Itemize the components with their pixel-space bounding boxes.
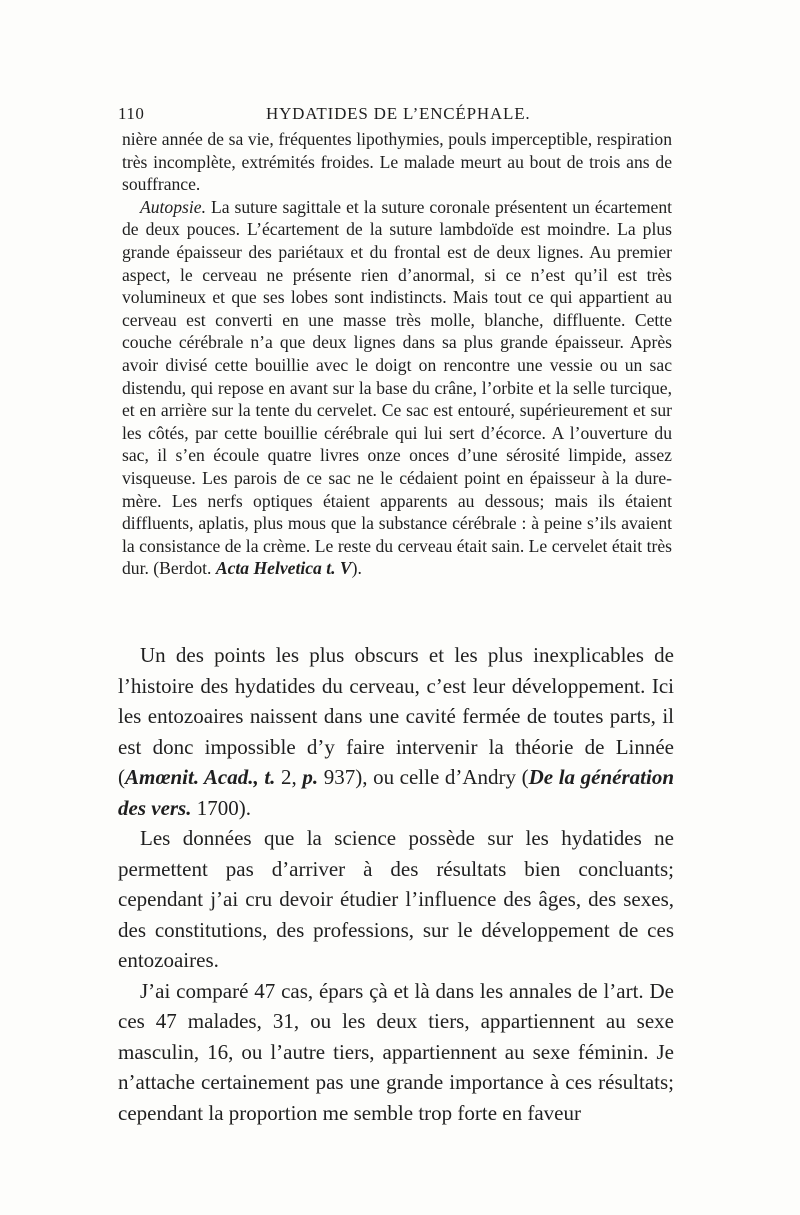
body-paragraph-2: Les données que la science possède sur les hydatides ne permettent pas d’arriver à des résultats bien concluants; cependant j’ai cru devoir étudier l’influence des âges, des sexes, des constitutions, des professions, sur le développement de ces entozoaires. bbox=[118, 826, 674, 972]
autopsy-text: La suture sagittale et la suture coronale présentent un écartement de deux pouces. L’écartement de la suture lambdoïde est moindre. La plus grande épaisseur des pariétaux et du frontal est de deux lignes. Au premier aspect, le cerveau ne présente rien d’anormal, si ce n’est qu’il est très volumineux et que ses lobes sont indistincts. Mais tout ce qui appartient au cerveau est converti en une masse très molle, blanche, diffluente. Cette couche cérébrale n’a que deux lignes dans sa plus grande épaisseur. Après avoir divisé cette bouillie avec le doigt on rencontre une vessie ou un sac distendu, qui repose en avant sur la base du crâne, l’orbite et la selle turcique, et en arrière sur la tente du cervelet. Ce sac est entouré, supérieurement et sur les côtés, par cette bouillie cérébrale qui lui sert d’écorce. A l’ouverture du sac, il s’en écoule quatre livres onze onces d’une sérosité limpide, assez visqueuse. Les parois de ce sac ne le cédaient point en épaisseur à la dure-mère. Les nerfs optiques étaient apparents au dessous; mais ils étaient diffluents, aplatis, plus mous que la substance cérébrale : à peine s’ils avaient la consistance de la crème. Le reste du cerveau était sain. Le cervelet était très dur. (Berdot. bbox=[122, 196, 672, 579]
running-title: HYDATIDES DE L’ENCÉPHALE. bbox=[266, 104, 531, 123]
body-paragraph-1 bbox=[118, 640, 674, 823]
acta-reference: Acta Helvetica t. V bbox=[215, 558, 352, 579]
autopsie-label: Autopsie. bbox=[140, 196, 206, 217]
body-paragraph-1-text-c: 1700). bbox=[191, 795, 251, 820]
page-number: 110 bbox=[118, 104, 145, 123]
amoenit-volume: 2, bbox=[275, 765, 303, 789]
body-paragraph-1-text-b: 937), ou celle d’Andry ( bbox=[318, 765, 529, 789]
body-paragraph-3: J’ai comparé 47 cas, épars çà et là dans les annales de l’art. De ces 47 malades, 31, ou les deux tiers, appartiennent au sexe masculin, 16, ou l’autre tiers, appartiennent au sexe féminin. Je n’attache certainement pas une grande importance à ces résultats; cependant la proportion me semble trop forte en faveur bbox=[118, 978, 674, 1125]
running-head bbox=[118, 104, 676, 126]
amoenit-reference: Amœnit. Acad., t. bbox=[125, 765, 276, 789]
case-report-paragraph-1: nière année de sa vie, fréquentes lipothymies, pouls imperceptible, respiration très incomplète, extrémités froides. Le malade meurt au bout de trois ans de souffrance. bbox=[122, 129, 672, 195]
autopsy-paragraph bbox=[122, 196, 672, 580]
andry-reference: De la génération des vers. bbox=[118, 765, 674, 820]
body-paragraph-1-text-a: Un des points les plus obscurs et les plus inexplicables de l’histoire des hydatides du cerveau, c’est leur développement. Ici les entozoaires naissent dans une cavité fermée de toutes parts, il est donc impossible d’y faire intervenir la théorie de Linnée ( bbox=[118, 643, 674, 789]
amoenit-page-label: p. bbox=[302, 765, 319, 789]
autopsy-text-end: ). bbox=[351, 558, 362, 579]
main-text bbox=[118, 640, 674, 1128]
case-report bbox=[122, 128, 672, 580]
